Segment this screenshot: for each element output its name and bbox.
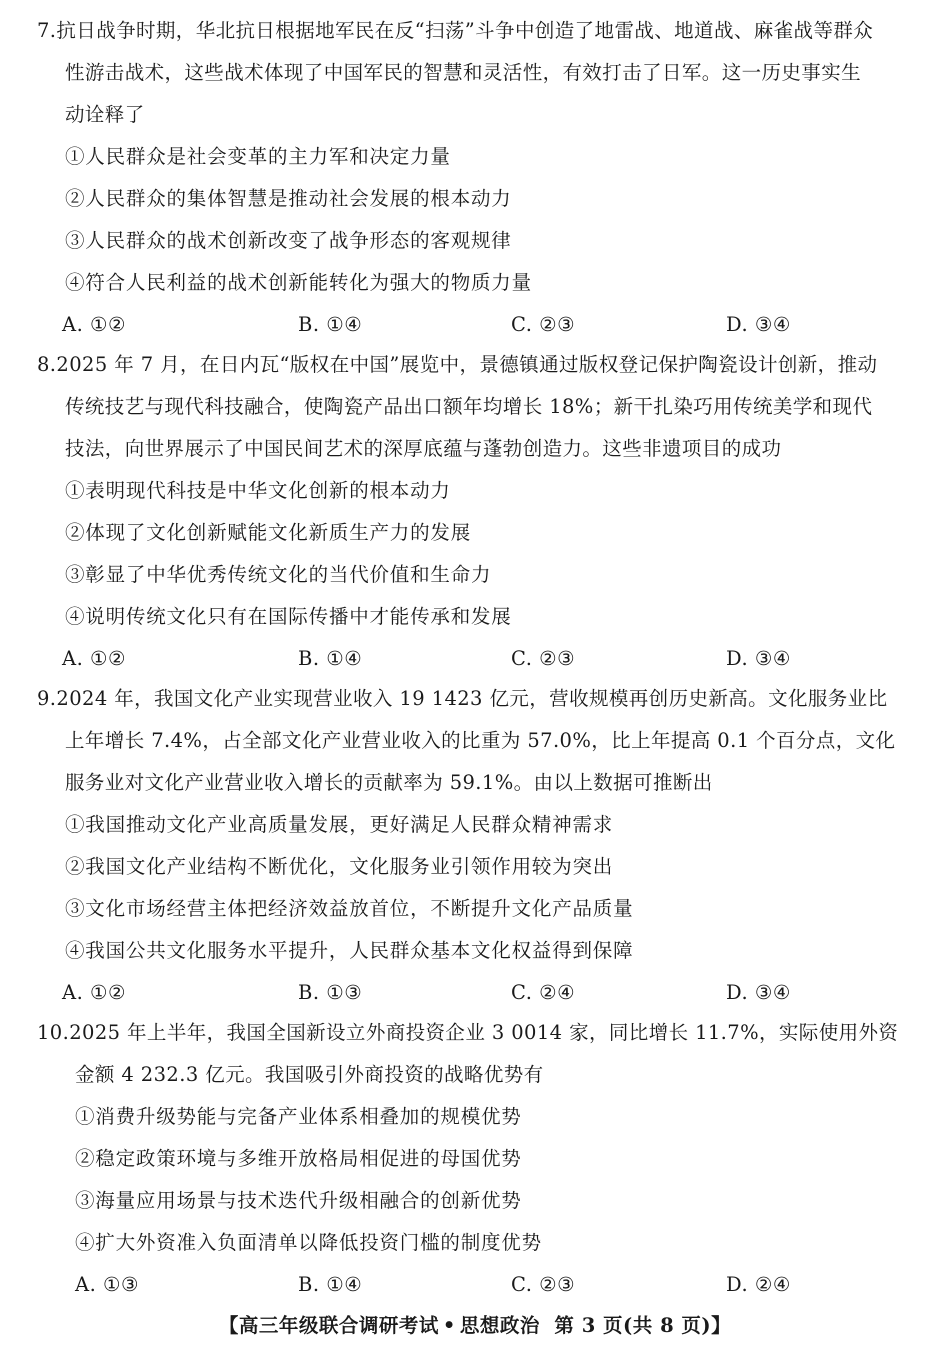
question-stem-line: 性游击战术，这些战术体现了中国军民的智慧和灵活性，有效打击了日军。这一历史事实生 — [65, 61, 862, 84]
question-stem-line: 10.2025 年上半年，我国全国新设立外商投资企业 3 0014 家，同比增长 11.7%，实际使用外资 — [37, 1021, 899, 1044]
statement-option: ②我国文化产业结构不断优化，文化服务业引领作用较为突出 — [65, 855, 614, 878]
answer-choice-b: B. ①④ — [298, 647, 363, 670]
question-stem-line: 动诠释了 — [65, 103, 145, 126]
answer-choice-c: C. ②③ — [511, 1273, 576, 1296]
statement-option: ④扩大外资准入负面清单以降低投资门槛的制度优势 — [75, 1231, 542, 1254]
answer-choice-d: D. ③④ — [726, 981, 791, 1004]
answer-choice-b: B. ①③ — [298, 981, 363, 1004]
answer-choices — [37, 1264, 917, 1306]
statement-option: ②人民群众的集体智慧是推动社会发展的根本动力 — [65, 187, 512, 210]
page-footer — [0, 1310, 950, 1338]
statement-option: ③文化市场经营主体把经济效益放首位，不断提升文化产品质量 — [65, 897, 634, 920]
answer-choice-a: A. ①② — [62, 981, 126, 1004]
statement-option: ④我国公共文化服务水平提升，人民群众基本文化权益得到保障 — [65, 939, 634, 962]
statement-option: ①表明现代科技是中华文化创新的根本动力 — [65, 479, 451, 502]
answer-choice-c: C. ②③ — [511, 647, 576, 670]
question-9 — [37, 678, 917, 1014]
question-10 — [37, 1012, 917, 1306]
question-stem-line: 传统技艺与现代科技融合，使陶瓷产品出口额年均增长 18%；新干扎染巧用传统美学和现代 — [65, 395, 873, 418]
answer-choice-d: D. ③④ — [726, 313, 791, 336]
question-stem-line: 技法，向世界展示了中国民间艺术的深厚底蕴与蓬勃创造力。这些非遗项目的成功 — [65, 437, 782, 460]
statement-option: ①消费升级势能与完备产业体系相叠加的规模优势 — [75, 1105, 522, 1128]
exam-title: 【高三年级联合调研考试 — [218, 1314, 439, 1337]
subject-name: 思想政治 — [459, 1314, 540, 1337]
question-stem-line: 7.抗日战争时期，华北抗日根据地军民在反“扫荡”斗争中创造了地雷战、地道战、麻雀战等群众 — [37, 19, 874, 42]
statement-option: ③彰显了中华优秀传统文化的当代价值和生命力 — [65, 563, 492, 586]
statement-option: ①人民群众是社会变革的主力军和决定力量 — [65, 145, 451, 168]
question-7 — [37, 10, 917, 346]
answer-choice-c: C. ②③ — [511, 313, 576, 336]
question-stem-line: 金额 4 232.3 亿元。我国吸引外商投资的战略优势有 — [75, 1063, 544, 1086]
answer-choice-a: A. ①③ — [75, 1273, 139, 1296]
question-stem-line: 8.2025 年 7 月，在日内瓦“版权在中国”展览中，景德镇通过版权登记保护陶瓷设计创新，推动 — [37, 353, 878, 376]
answer-choice-a: A. ①② — [62, 313, 126, 336]
answer-choices — [37, 304, 917, 346]
answer-choice-d: D. ②④ — [726, 1273, 791, 1296]
statement-option: ④符合人民利益的战术创新能转化为强大的物质力量 — [65, 271, 532, 294]
answer-choice-c: C. ②④ — [511, 981, 576, 1004]
question-8 — [37, 344, 917, 680]
answer-choice-a: A. ①② — [62, 647, 126, 670]
statement-option: ①我国推动文化产业高质量发展，更好满足人民群众精神需求 — [65, 813, 614, 836]
question-stem-line: 服务业对文化产业营业收入增长的贡献率为 59.1%。由以上数据可推断出 — [65, 771, 713, 794]
page-number: 第 3 页(共 8 页)】 — [554, 1314, 732, 1337]
answer-choices — [37, 638, 917, 680]
answer-choice-b: B. ①④ — [298, 313, 363, 336]
statement-option: ③海量应用场景与技术迭代升级相融合的创新优势 — [75, 1189, 522, 1212]
answer-choice-d: D. ③④ — [726, 647, 791, 670]
answer-choice-b: B. ①④ — [298, 1273, 363, 1296]
question-stem-line: 上年增长 7.4%，占全部文化产业营业收入的比重为 57.0%，比上年提高 0.1 个百分点，文化 — [65, 729, 896, 752]
statement-option: ②稳定政策环境与多维开放格局相促进的母国优势 — [75, 1147, 522, 1170]
question-stem-line: 9.2024 年，我国文化产业实现营业收入 19 1423 亿元，营收规模再创历史新高。文化服务业比 — [37, 687, 888, 710]
separator-dot: • — [442, 1314, 456, 1337]
statement-option: ④说明传统文化只有在国际传播中才能传承和发展 — [65, 605, 512, 628]
answer-choices — [37, 972, 917, 1014]
statement-option: ②体现了文化创新赋能文化新质生产力的发展 — [65, 521, 472, 544]
statement-option: ③人民群众的战术创新改变了战争形态的客观规律 — [65, 229, 512, 252]
